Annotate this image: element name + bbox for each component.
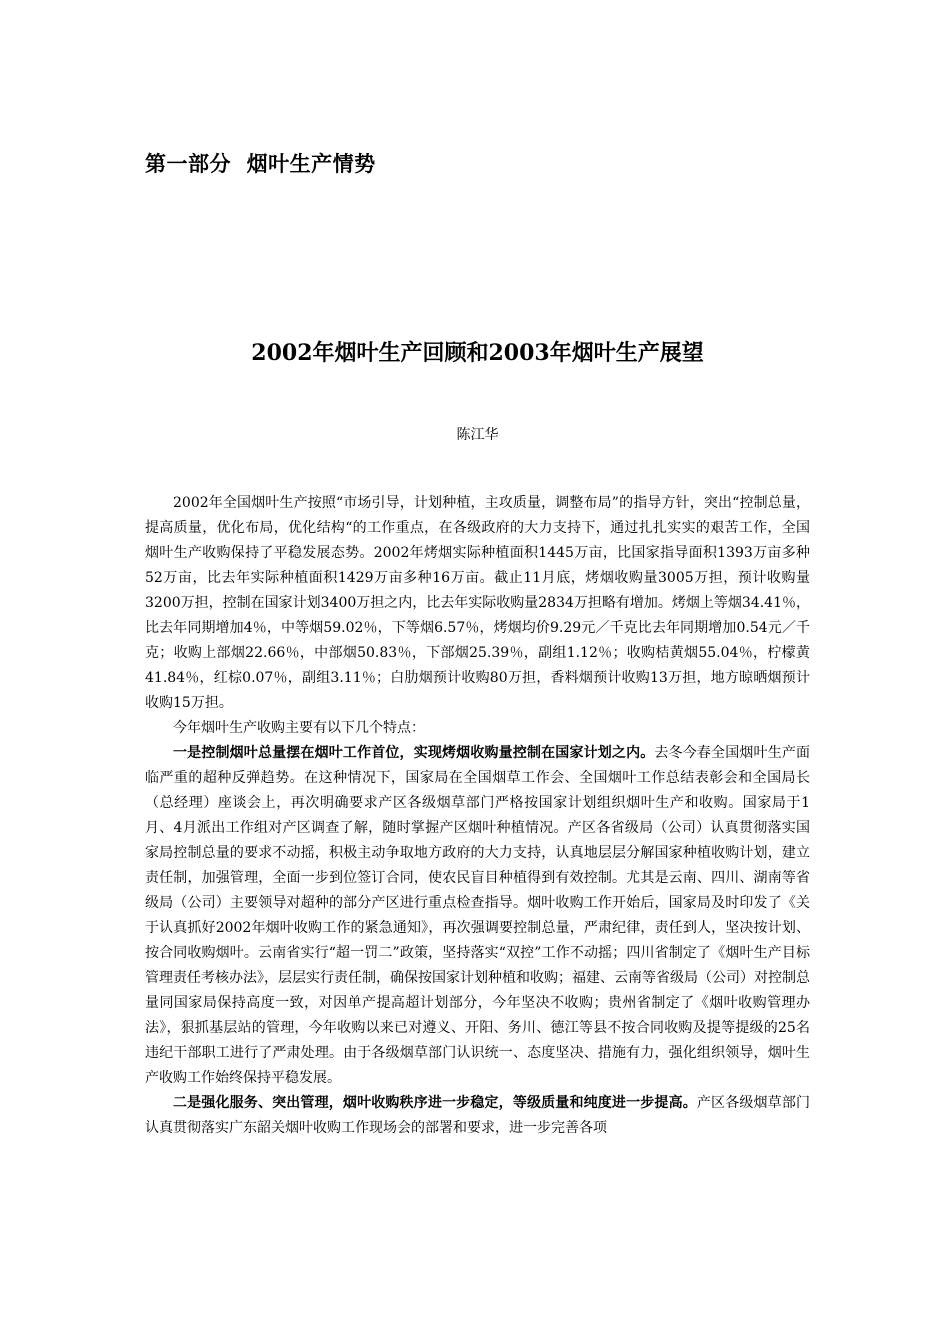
article-title: 2002年烟叶生产回顾和2003年烟叶生产展望 (251, 340, 704, 366)
part-title: 第一部分 烟叶生产情势 (145, 152, 376, 176)
feature-two-heading: 二是强化服务、突出管理，烟叶收购秩序进一步稳定，等级质量和纯度进一步提高。 (173, 1095, 697, 1111)
paragraph-features-intro: 今年烟叶生产收购主要有以下几个特点： (173, 720, 425, 736)
feature-one-heading: 一是控制烟叶总量摆在烟叶工作首位，实现烤烟收购量控制在国家计划之内。 (173, 745, 655, 761)
feature-two-text: 产区各级烟草部门认真贯彻落实广东韶关烟叶收购工作现场会的部署和要求，进一步完善各项 (145, 1095, 811, 1136)
author-name: 陈江华 (456, 427, 499, 443)
feature-one-text: 去冬今春全国烟叶生产面临严重的超种反弹趋势。在这种情况下，国家局在全国烟草工作会、全国烟叶工作总结表彰会和全国局长（总经理）座谈会上，再次明确要求产区各级烟草部门严格按国家计划组织烟叶生产和收购。国家局于1月、4月派出工作组对产区调查了解，随时掌握产区烟叶种植情况。产区各省级局（公司）认真贯彻落实国家局控制总量的要求不动摇，积极主动争取地方政府的大力支持，认真地层层分解国家种植收购计划，建立责任制，加强管理，全面一步到位签订合同，使农民盲目种植得到有效控制。尤其是云南、四川、湖南等省级局（公司）主要领导对超种的部分产区进行重点检查指导。烟叶收购工作开始后，国家局及时印发了《关于认真抓好2002年烟叶收购工作的紧急通知》，再次强调要控制总量，严肃纪律，责任到人，坚决按计划、按合同收购烟叶。云南省实行“超一罚二”政策，坚持落实“双控”工作不动摇；四川省制定了《烟叶生产目标管理责任考核办法》，层层实行责任制，确保按国家计划种植和收购；福建、云南等省级局（公司）对控制总量同国家局保持高度一致，对因单产提高超计划部分，今年坚决不收购；贵州省制定了《烟叶收购管理办法》，狠抓基层站的管理，今年收购以来已对遵义、开阳、务川、德江等县不按合同收购及提等提级的25名违纪干部职工进行了严肃处理。由于各级烟草部门认识统一、态度坚决、措施有力，强化组织领导，烟叶生产收购工作始终保持平稳发展。 (145, 745, 811, 1086)
article-body (145, 491, 810, 1141)
paragraph-feature-two (145, 1091, 810, 1141)
paragraph-feature-one (145, 741, 810, 1091)
paragraph-overview: 2002年全国烟叶生产按照“市场引导，计划种植，主攻质量，调整布局”的指导方针，突出“控制总量，提高质量，优化布局，优化结构“的工作重点，在各级政府的大力支持下，通过扎扎实实的艰苦工作，全国烟叶生产收购保持了平稳发展态势。2002年烤烟实际种植面积1445万亩，比国家指导面积1393万亩多种52万亩，比去年实际种植面积1429万亩多种16万亩。截止11月底，烤烟收购量3005万担，预计收购量3200万担，控制在国家计划3400万担之内，比去年实际收购量2834万担略有增加。烤烟上等烟34.41％，比去年同期增加4％，中等烟59.02％，下等烟6.57％，烤烟均价9.29元／千克比去年同期增加0.54元／千克；收购上部烟22.66％，中部烟50.83％，下部烟25.39％，副组1.12％；收购桔黄烟55.04％，柠檬黄41.84％，红棕0.07％，副组3.11％；白肋烟预计收购80万担，香料烟预计收购13万担，地方晾晒烟预计收购15万担。 (145, 495, 810, 711)
